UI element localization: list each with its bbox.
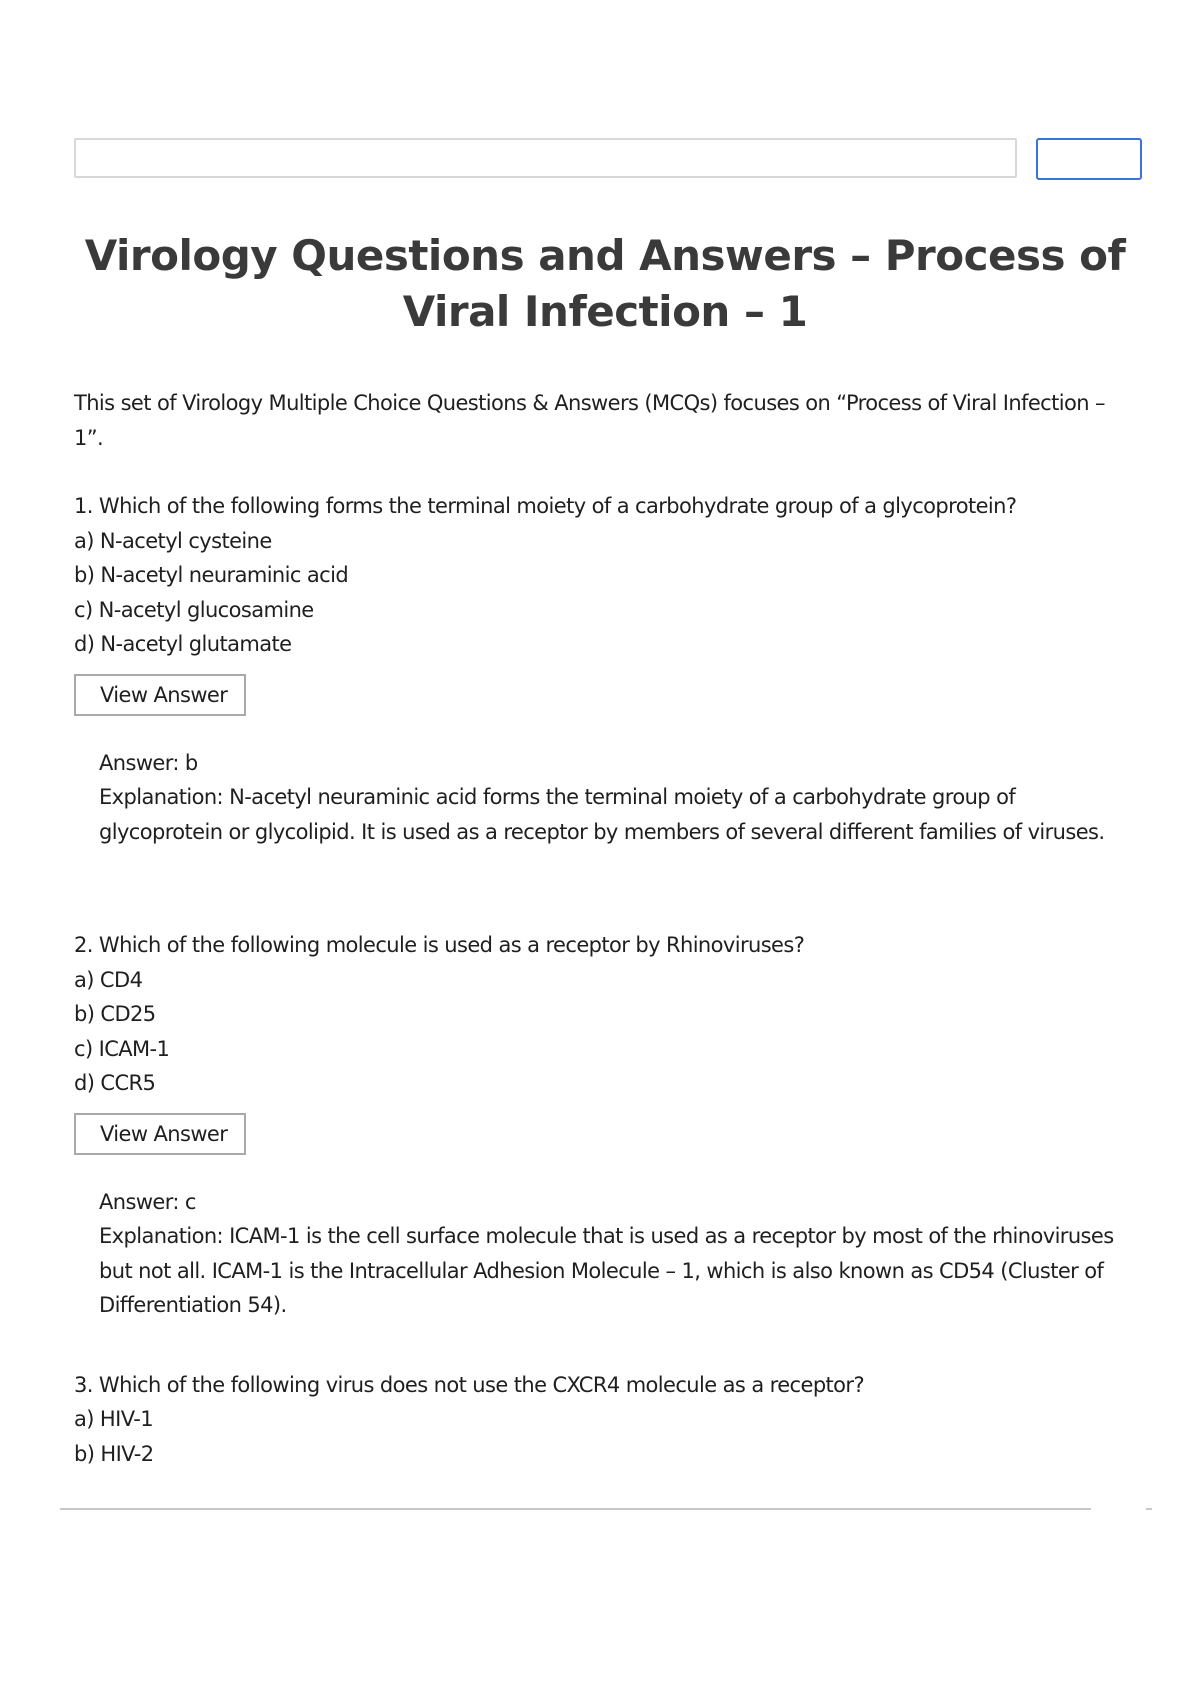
answer-block (99, 746, 1134, 850)
explanation: Explanation: N-acetyl neuraminic acid forms the terminal moiety of a carbohydrate group of glycoprotein or glycolipid. It is used as a receptor by members of several different families of viruses. (99, 785, 1105, 844)
option-b: b) CD25 (74, 1002, 156, 1026)
option-d: d) N-acetyl glutamate (74, 632, 292, 656)
page-divider-end (1146, 1508, 1152, 1510)
spacer (74, 849, 1134, 928)
search-button[interactable] (1036, 138, 1142, 180)
option-b: b) N-acetyl neuraminic acid (74, 563, 349, 587)
view-answer-button[interactable]: View Answer (74, 1113, 246, 1155)
spacer (74, 1323, 1134, 1368)
search-bar (74, 138, 1144, 182)
article-content (74, 386, 1134, 1471)
question-1 (74, 489, 1134, 849)
view-answer-button[interactable]: View Answer (74, 674, 246, 716)
question-text: 3. Which of the following virus does not use the CXCR4 molecule as a receptor? (74, 1372, 865, 1397)
option-b: b) HIV-2 (74, 1441, 154, 1466)
question-2 (74, 928, 1134, 1323)
question-3 (74, 1368, 1134, 1472)
question-text: 1. Which of the following forms the terminal moiety of a carbohydrate group of a glycoprotein? (74, 494, 1017, 518)
page-title: Virology Questions and Answers – Process of Viral Infection – 1 (84, 231, 1126, 336)
option-a: a) N-acetyl cysteine (74, 528, 272, 553)
explanation: Explanation: ICAM-1 is the cell surface molecule that is used as a receptor by most of the rhinoviruses but not all. ICAM-1 is the Intracellular Adhesion Molecule – 1, which is also known as CD54 (Cluster of Differentiation 54). (99, 1224, 1114, 1317)
option-c: c) N-acetyl glucosamine (74, 597, 314, 622)
answer-line: Answer: c (99, 1189, 196, 1214)
option-a: a) CD4 (74, 967, 143, 992)
option-c: c) ICAM-1 (74, 1036, 170, 1061)
option-d: d) CCR5 (74, 1071, 156, 1095)
answer-block (99, 1185, 1134, 1323)
page-divider (60, 1508, 1091, 1510)
search-input[interactable] (74, 138, 1017, 178)
question-text: 2. Which of the following molecule is used as a receptor by Rhinoviruses? (74, 933, 805, 957)
option-a: a) HIV-1 (74, 1407, 153, 1431)
intro-paragraph: This set of Virology Multiple Choice Questions & Answers (MCQs) focuses on “Process of Viral Infection – 1”. (74, 391, 1105, 450)
answer-line: Answer: b (99, 750, 198, 775)
